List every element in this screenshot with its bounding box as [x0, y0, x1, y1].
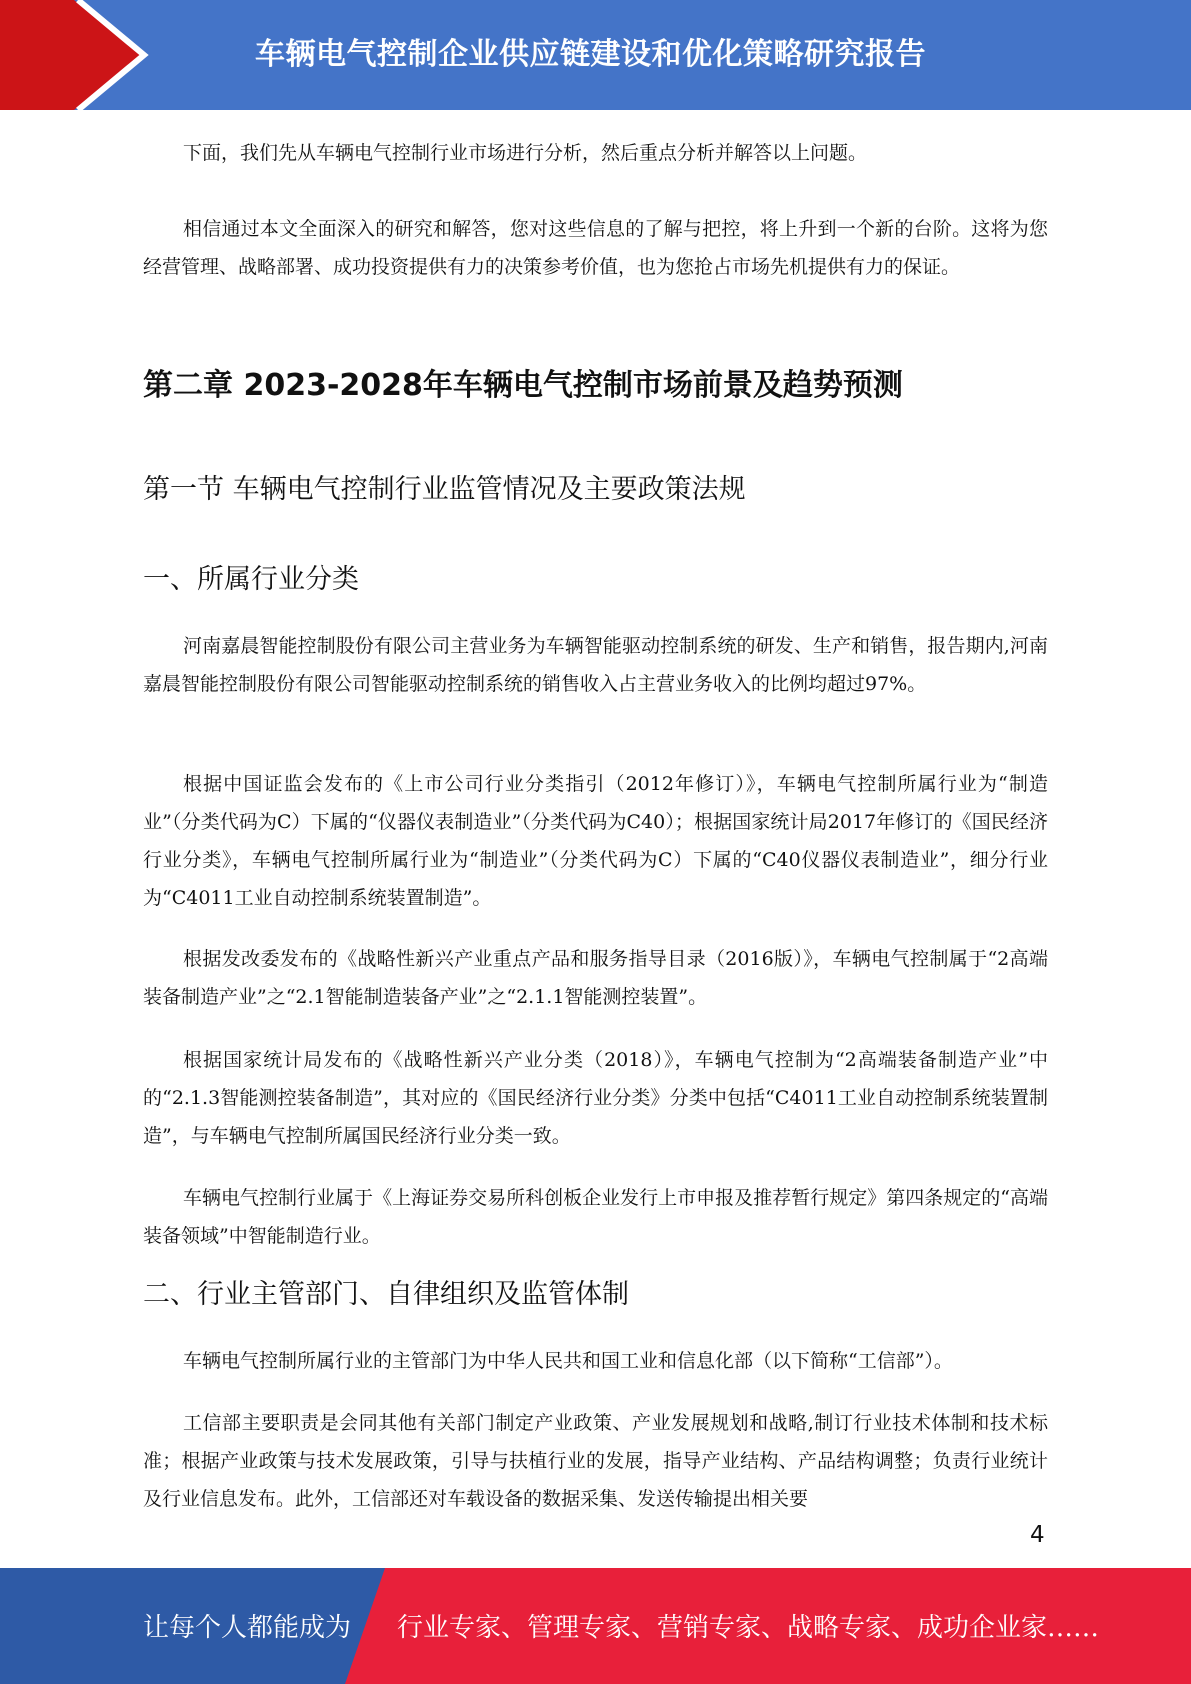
classification-paragraph-5: 车辆电气控制行业属于《上海证券交易所科创板企业发行上市申报及推荐暂行规定》第四条规定的“高端装备领域”中智能制造行业。 [143, 1187, 1048, 1247]
page-number: 4 [1030, 1522, 1045, 1548]
classification-paragraph-3: 根据发改委发布的《战略性新兴产业重点产品和服务指导目录（2016版）》，车辆电气控制属于“2高端装备制造产业”之“2.1智能制造装备产业”之“2.1.1智能测控装置”。 [143, 948, 1048, 1008]
classification-paragraph-2: 根据中国证监会发布的《上市公司行业分类指引（2012年修订）》，车辆电气控制所属行业为“制造业”（分类代码为C）下属的“仪器仪表制造业”（分类代码为C40）；根据国家统计局2017年修订的《国民经济行业分类》，车辆电气控制所属行业为“制造业”（分类代码为C）下属的“C40仪器仪表制造业”，细分行业为“C4011工业自动控制系统装置制造”。 [143, 773, 1048, 909]
regulation-paragraph-1: 车辆电气控制所属行业的主管部门为中华人民共和国工业和信息化部（以下简称“工信部”）。 [183, 1350, 953, 1372]
classification-paragraph-1: 河南嘉晨智能控制股份有限公司主营业务为车辆智能驱动控制系统的研发、生产和销售，报告期内,河南嘉晨智能控制股份有限公司智能驱动控制系统的销售收入占主营业务收入的比例均超过97%。 [143, 635, 1048, 695]
classification-paragraph-4: 根据国家统计局发布的《战略性新兴产业分类（2018）》，车辆电气控制为“2高端装备制造产业”中的“2.1.3智能测控装备制造”，其对应的《国民经济行业分类》分类中包括“C4011工业自动控制系统装置制造”，与车辆电气控制所属国民经济行业分类一致。 [143, 1049, 1048, 1147]
regulation-paragraph-2: 工信部主要职责是会同其他有关部门制定产业政策、产业发展规划和战略,制订行业技术体制和技术标准；根据产业政策与技术发展政策，引导与扶植行业的发展，指导产业结构、产品结构调整；负责行业统计及行业信息发布。此外，工信部还对车载设备的数据采集、发送传输提出相关要 [143, 1412, 1048, 1510]
section-title: 第一节 车辆电气控制行业监管情况及主要政策法规 [143, 474, 746, 505]
chapter-title: 第二章 2023-2028年车辆电气控制市场前景及趋势预测 [143, 368, 903, 403]
page-header [0, 0, 1191, 110]
page-footer [0, 1568, 1191, 1684]
footer-slogan-right: 行业专家、管理专家、营销专家、战略专家、成功企业家…… [397, 1613, 1100, 1643]
footer-slogan-left: 让每个人都能成为 [143, 1613, 352, 1643]
header-red-block [0, 0, 140, 110]
intro-paragraph-2: 相信通过本文全面深入的研究和解答，您对这些信息的了解与把控，将上升到一个新的台阶。这将为您经营管理、战略部署、成功投资提供有力的决策参考价值，也为您抢占市场先机提供有力的保证。 [143, 218, 1048, 278]
subsection-title-classification: 一、所属行业分类 [143, 564, 359, 595]
header-title: 车辆电气控制企业供应链建设和优化策略研究报告 [255, 37, 926, 72]
subsection-title-regulation: 二、行业主管部门、自律组织及监管体制 [143, 1279, 629, 1310]
intro-paragraph-1: 下面，我们先从车辆电气控制行业市场进行分析，然后重点分析并解答以上问题。 [183, 142, 868, 164]
